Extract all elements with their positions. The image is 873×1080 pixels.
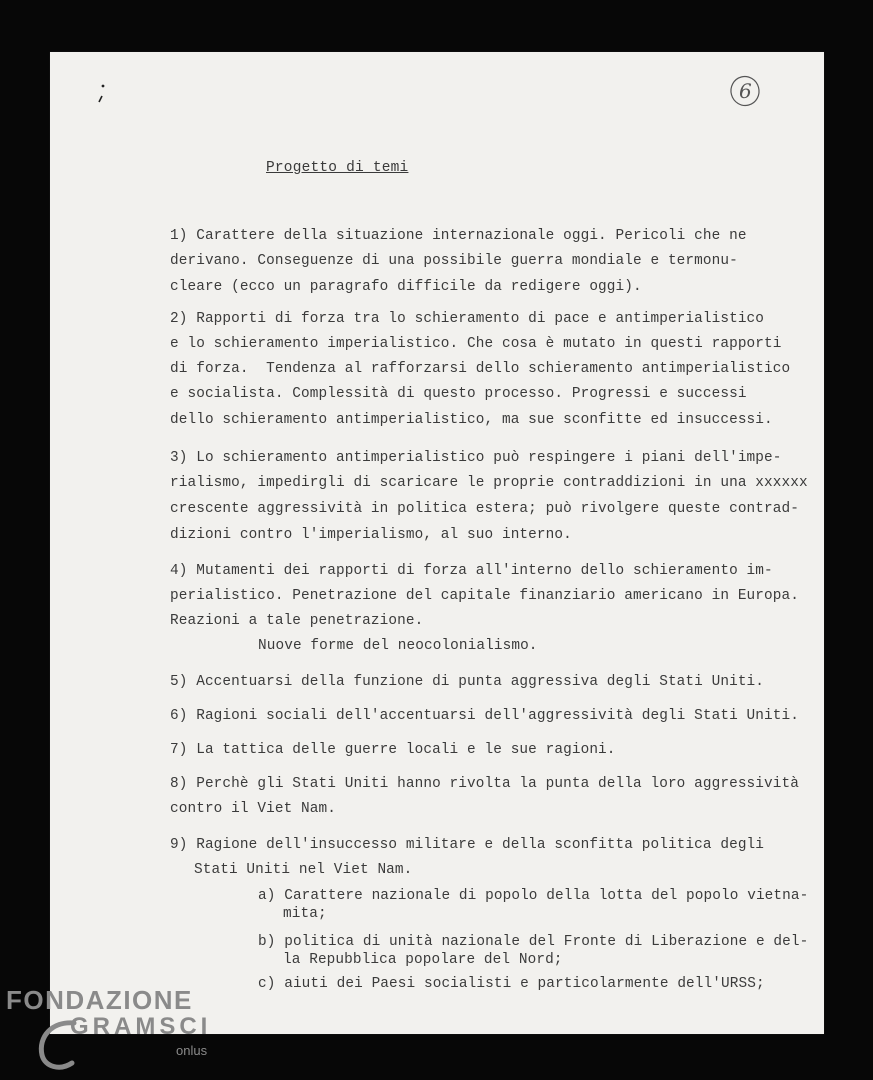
text-line: mita;: [283, 906, 327, 922]
text-line: 4) Mutamenti dei rapporti di forza all'interno dello schieramento im-: [170, 563, 773, 579]
pen-mark: [96, 82, 108, 108]
page-number-circle: [728, 74, 762, 108]
text-line: 2) Rapporti di forza tra lo schieramento di pace e antimperialistico: [170, 311, 765, 327]
text-line: dello schieramento antimperialistico, ma sue sconfitte ed insuccessi.: [170, 412, 773, 428]
text-line: dizioni contro l'imperialismo, al suo interno.: [170, 527, 572, 543]
text-line: e socialista. Complessità di questo processo. Progressi e successi: [170, 386, 747, 402]
text-line: di forza. Tendenza al rafforzarsi dello schieramento antimperialistico: [170, 361, 791, 377]
text-line: a) Carattere nazionale di popolo della lotta del popolo vietna-: [258, 888, 809, 904]
text-line: contro il Viet Nam.: [170, 801, 336, 817]
fondazione-gramsci-watermark: [6, 985, 226, 1075]
watermark-line1: FONDAZIONE: [6, 985, 193, 1015]
text-line: 8) Perchè gli Stati Uniti hanno rivolta la punta della loro aggressività: [170, 776, 799, 792]
text-line: 1) Carattere della situazione internazionale oggi. Pericoli che ne: [170, 228, 747, 244]
watermark-suffix: onlus: [176, 1043, 208, 1058]
text-line: 5) Accentuarsi della funzione di punta aggressiva degli Stati Uniti.: [170, 674, 765, 690]
text-line: rialismo, impedirgli di scaricare le proprie contraddizioni in una xxxxxx: [170, 475, 808, 491]
text-line: perialistico. Penetrazione del capitale finanziario americano in Europa.: [170, 588, 799, 604]
text-line: Reazioni a tale penetrazione.: [170, 613, 424, 629]
text-line: 3) Lo schieramento antimperialistico può respingere i piani dell'impe-: [170, 450, 782, 466]
text-line: 6) Ragioni sociali dell'accentuarsi dell'aggressività degli Stati Uniti.: [170, 708, 799, 724]
text-line: Nuove forme del neocolonialismo.: [258, 638, 538, 654]
text-line: 7) La tattica delle guerre locali e le sue ragioni.: [170, 742, 616, 758]
text-line: c) aiuti dei Paesi socialisti e particolarmente dell'URSS;: [258, 976, 765, 992]
text-line: cleare (ecco un paragrafo difficile da redigere oggi).: [170, 279, 642, 295]
text-line: Stati Uniti nel Viet Nam.: [194, 862, 413, 878]
document-page: [50, 52, 824, 1034]
text-line: crescente aggressività in politica estera; può rivolgere queste contrad-: [170, 501, 799, 517]
watermark-line2: GRAMSCI: [70, 1013, 212, 1040]
text-line: b) politica di unità nazionale del Fronte di Liberazione e del-: [258, 934, 809, 950]
text-line: derivano. Conseguenze di una possibile guerra mondiale e termonu-: [170, 253, 738, 269]
text-line: e lo schieramento imperialistico. Che cosa è mutato in questi rapporti: [170, 336, 782, 352]
text-line: 9) Ragione dell'insuccesso militare e della sconfitta politica degli: [170, 837, 765, 853]
page-number: 6: [739, 79, 752, 103]
text-line: la Repubblica popolare del Nord;: [283, 952, 563, 968]
document-title: Progetto di temi: [266, 160, 409, 176]
